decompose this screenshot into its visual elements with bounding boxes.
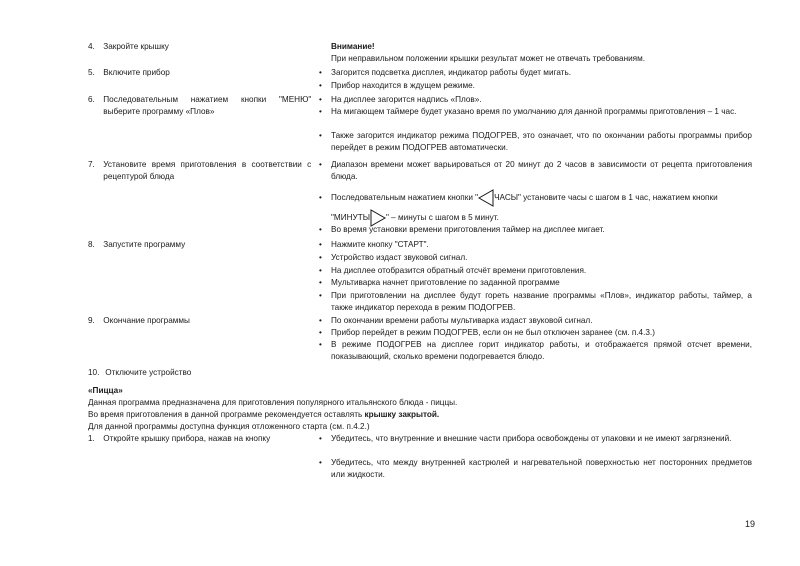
step-text: Закройте крышку <box>103 42 169 51</box>
bullet-text: В режиме ПОДОГРЕВ на дисплее горит индикатор работы, и отображается прямой отсчет времени, показывающий, сколько времени подогревается блюдо. <box>331 340 752 362</box>
step-8 <box>88 239 313 251</box>
step-text: Запустите программу <box>103 240 186 249</box>
bullet-dot: • <box>319 253 322 262</box>
step-7 <box>88 159 313 184</box>
bullet-text: Во время установки времени приготовления таймер на дисплее мигает. <box>331 225 605 234</box>
bullet-dot: • <box>319 193 322 202</box>
step-number: 9. <box>88 316 95 325</box>
bullet-dot: • <box>319 278 322 287</box>
bullet-text: На дисплее загорится надпись «Плов». <box>331 95 482 104</box>
bullet-dot: • <box>319 225 322 234</box>
bullet-item <box>319 80 752 92</box>
bullet-dot: • <box>319 95 322 104</box>
step-number: 4. <box>88 42 95 51</box>
bullet-dot: • <box>319 81 322 90</box>
bullet-dot: • <box>319 434 322 443</box>
bullet-dot: • <box>319 328 322 337</box>
hours-text-a: Последовательным нажатием кнопки " <box>331 193 479 202</box>
bullet-item <box>319 457 752 482</box>
bullet-item <box>319 130 752 155</box>
step-number: 5. <box>88 68 95 77</box>
bullet-item <box>319 315 752 327</box>
bullet-text: Устройство издаст звуковой сигнал. <box>331 253 468 262</box>
bullet-text: Прибор находится в ждущем режиме. <box>331 81 475 90</box>
minutes-text-a: "МИНУТЫ <box>331 213 370 222</box>
bullet-text: Нажмите кнопку "СТАРТ". <box>331 240 429 249</box>
step-4 <box>88 41 313 53</box>
bullet-item <box>319 327 752 339</box>
bullet-item <box>319 224 752 236</box>
step-number: 8. <box>88 240 95 249</box>
bullet-text: На мигающем таймере будет указано время по умолчанию для данной программы приготовления – 1 час. <box>331 107 737 116</box>
page-number: 19 <box>745 519 756 529</box>
warning-block <box>331 41 752 66</box>
bullet-item <box>319 106 752 118</box>
bullet-text: При приготовлении на дисплее будут гореть название программы «Плов», индикатор работы, таймер, а также индикатор перехода в режим ПОДОГРЕВ. <box>331 291 752 313</box>
step-text: Откройте крышку прибора, нажав на кнопку <box>103 434 271 443</box>
warning-text: При неправильном положении крышки результат может не отвечать требованиям. <box>331 54 646 64</box>
step-number: 1. <box>88 434 95 443</box>
bullet-item <box>319 290 752 315</box>
bullet-dot: • <box>319 68 322 77</box>
warning-title: Внимание! <box>331 42 375 51</box>
step-text: Включите прибор <box>103 68 170 77</box>
step-9 <box>88 315 313 327</box>
bullet-dot: • <box>319 160 322 169</box>
bullet-dot: • <box>319 131 322 140</box>
bullet-text: Также загорится индикатор режима ПОДОГРЕВ, это означает, что по окончании работы программы прибор перейдет в режим ПОДОГРЕВ автоматически. <box>331 131 752 153</box>
pizza-lid-note: Во время приготовления в данной программе рекомендуется оставлять крышку закрытой. <box>88 410 440 419</box>
step-text: Окончание программы <box>103 316 190 325</box>
bullet-text: По окончании времени работы мультиварка издаст звуковой сигнал. <box>331 316 593 325</box>
bullet-item <box>319 159 752 184</box>
bullet-dot: • <box>319 316 322 325</box>
step-number: 6. <box>88 95 95 104</box>
pizza-delay-note: Для данной программы доступна функция отложенного старта (см. п.4.2.) <box>88 422 370 431</box>
bullet-item <box>319 239 752 251</box>
bullet-text: Диапазон времени может варьироваться от 20 минут до 2 часов в зависимости от рецепта приготовления блюда. <box>331 160 752 182</box>
bullet-text <box>331 188 752 228</box>
bullet-item <box>319 252 752 264</box>
step-5 <box>88 67 313 79</box>
step-6 <box>88 94 313 119</box>
bullet-dot: • <box>319 340 322 349</box>
bullet-item <box>319 277 752 289</box>
bullet-item-time-buttons <box>319 188 752 228</box>
bullet-dot: • <box>319 266 322 275</box>
pizza-intro: Данная программа предназначена для приготовления популярного итальянского блюда - пиццы. <box>88 398 458 407</box>
bullet-dot: • <box>319 240 322 249</box>
bullet-item <box>319 94 752 106</box>
bullet-text: Убедитесь, что внутренние и внешние части прибора освобождены от упаковки и не имеют загрязнений. <box>331 434 732 443</box>
bullet-text: Убедитесь, что между внутренней кастрюлей и нагревательной поверхностью нет посторонних предметов или жидкости. <box>331 458 752 480</box>
bullet-item <box>319 67 752 79</box>
bullet-dot: • <box>319 458 322 467</box>
bullet-item <box>319 265 752 277</box>
bullet-dot: • <box>319 291 322 300</box>
minutes-text-b: " – минуты с шагом в 5 минут. <box>385 213 499 222</box>
bullet-text: Мультиварка начнет приготовление по заданной программе <box>331 278 560 287</box>
step-text: Последовательным нажатием кнопки "МЕНЮ" выберите программу «Плов» <box>103 95 312 117</box>
bullet-dot: • <box>319 107 322 116</box>
step-number: 10. <box>88 368 100 377</box>
step-10 <box>88 367 313 379</box>
bullet-text: Загорится подсветка дисплея, индикатор работы будет мигать. <box>331 68 571 77</box>
bullet-item <box>319 433 752 445</box>
hours-button-icon <box>478 189 494 207</box>
hours-text-b: ЧАСЫ" установите часы с шагом в 1 час, нажатием кнопки <box>494 193 718 202</box>
bullet-text: На дисплее отобразится обратный отсчёт времени приготовления. <box>331 266 587 275</box>
step-number: 7. <box>88 160 95 169</box>
bullet-item <box>319 339 752 364</box>
step-text: Отключите устройство <box>105 368 192 377</box>
bullet-text: Прибор перейдет в режим ПОДОГРЕВ, если он не был отключен заранее (см. п.4.3.) <box>331 328 655 337</box>
step-text: Установите время приготовления в соответствии с рецептурой блюда <box>103 160 312 182</box>
pizza-step-1 <box>88 433 313 445</box>
pizza-title: «Пицца» <box>88 386 123 395</box>
